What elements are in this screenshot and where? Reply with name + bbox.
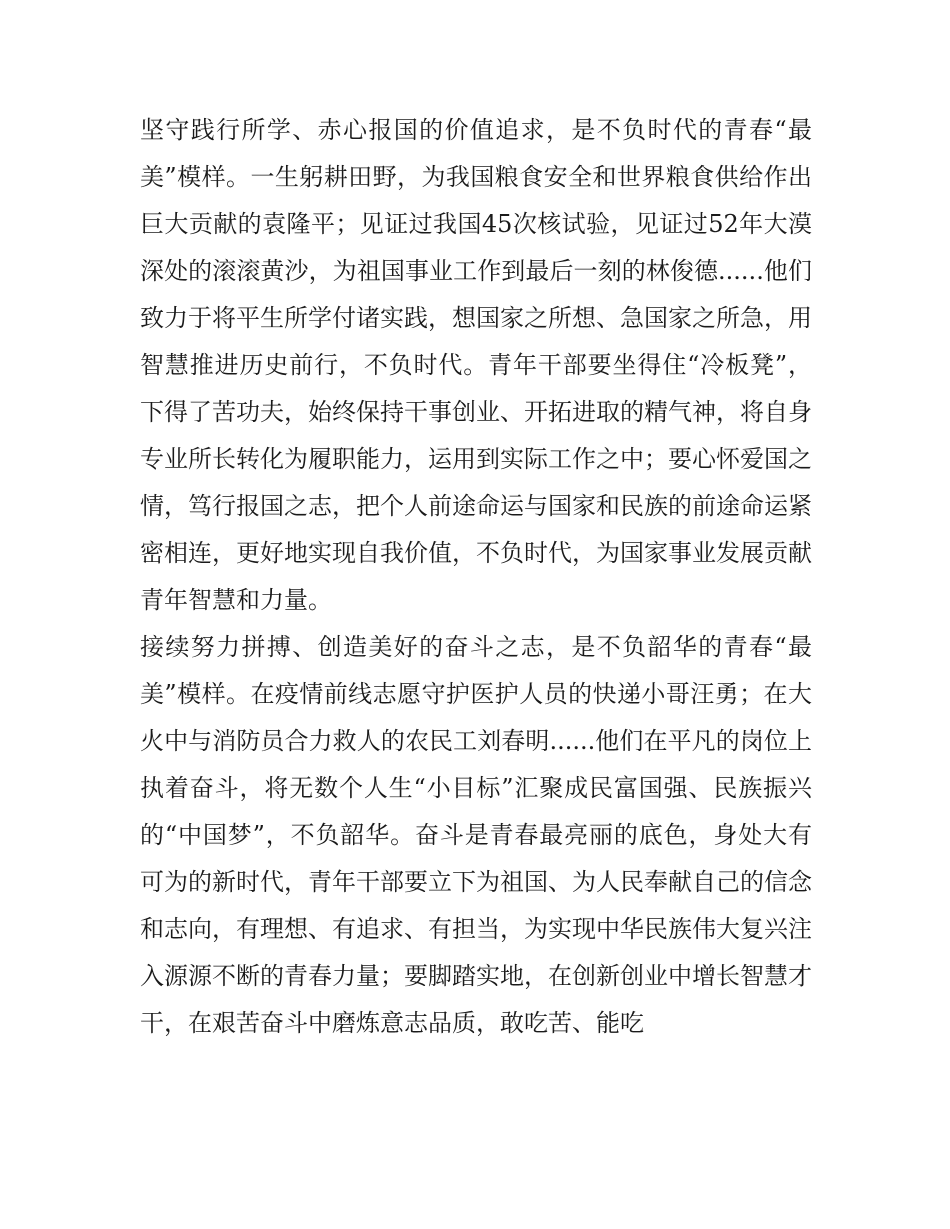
paragraph-2: 接续努力拼搏、创造美好的奋斗之志，是不负韶华的青春“最美”模样。在疫情前线志愿守护医护人员的快递小哥汪勇；在大火中与消防员合力救人的农民工刘春明......他们在平凡的岗位上执着奋斗，将无数个人生“小目标”汇聚成民富国强、民族振兴的“中国梦”，不负韶华。奋斗是青春最亮丽的底色，身处大有可为的新时代，青年干部要立下为祖国、为人民奉献自己的信念和志向，有理想、有追求、有担当，为实现中华民族伟大复兴注入源源不断的青春力量；要脚踏实地，在创新创业中增长智慧才干，在艰苦奋斗中磨炼意志品质，敢吃苦、能吃 bbox=[140, 633, 812, 1037]
paragraph-1: 坚守践行所学、赤心报国的价值追求，是不负时代的青春“最美”模样。一生躬耕田野，为我国粮食安全和世界粮食供给作出巨大贡献的袁隆平；见证过我国45次核试验，见证过52年大漠深处的滚滚黄沙，为祖国事业工作到最后一刻的林俊德......他们致力于将平生所学付诸实践，想国家之所想、急国家之所急，用智慧推进历史前行，不负时代。青年干部要坐得住“冷板凳”，下得了苦功夫，始终保持干事创业、开拓进取的精气神，将自身专业所长转化为履职能力，运用到实际工作之中；要心怀爱国之情，笃行报国之志，把个人前途命运与国家和民族的前途命运紧密相连，更好地实现自我价值，不负时代，为国家事业发展贡献青年智慧和力量。 bbox=[140, 116, 812, 614]
document-body bbox=[140, 107, 812, 1047]
